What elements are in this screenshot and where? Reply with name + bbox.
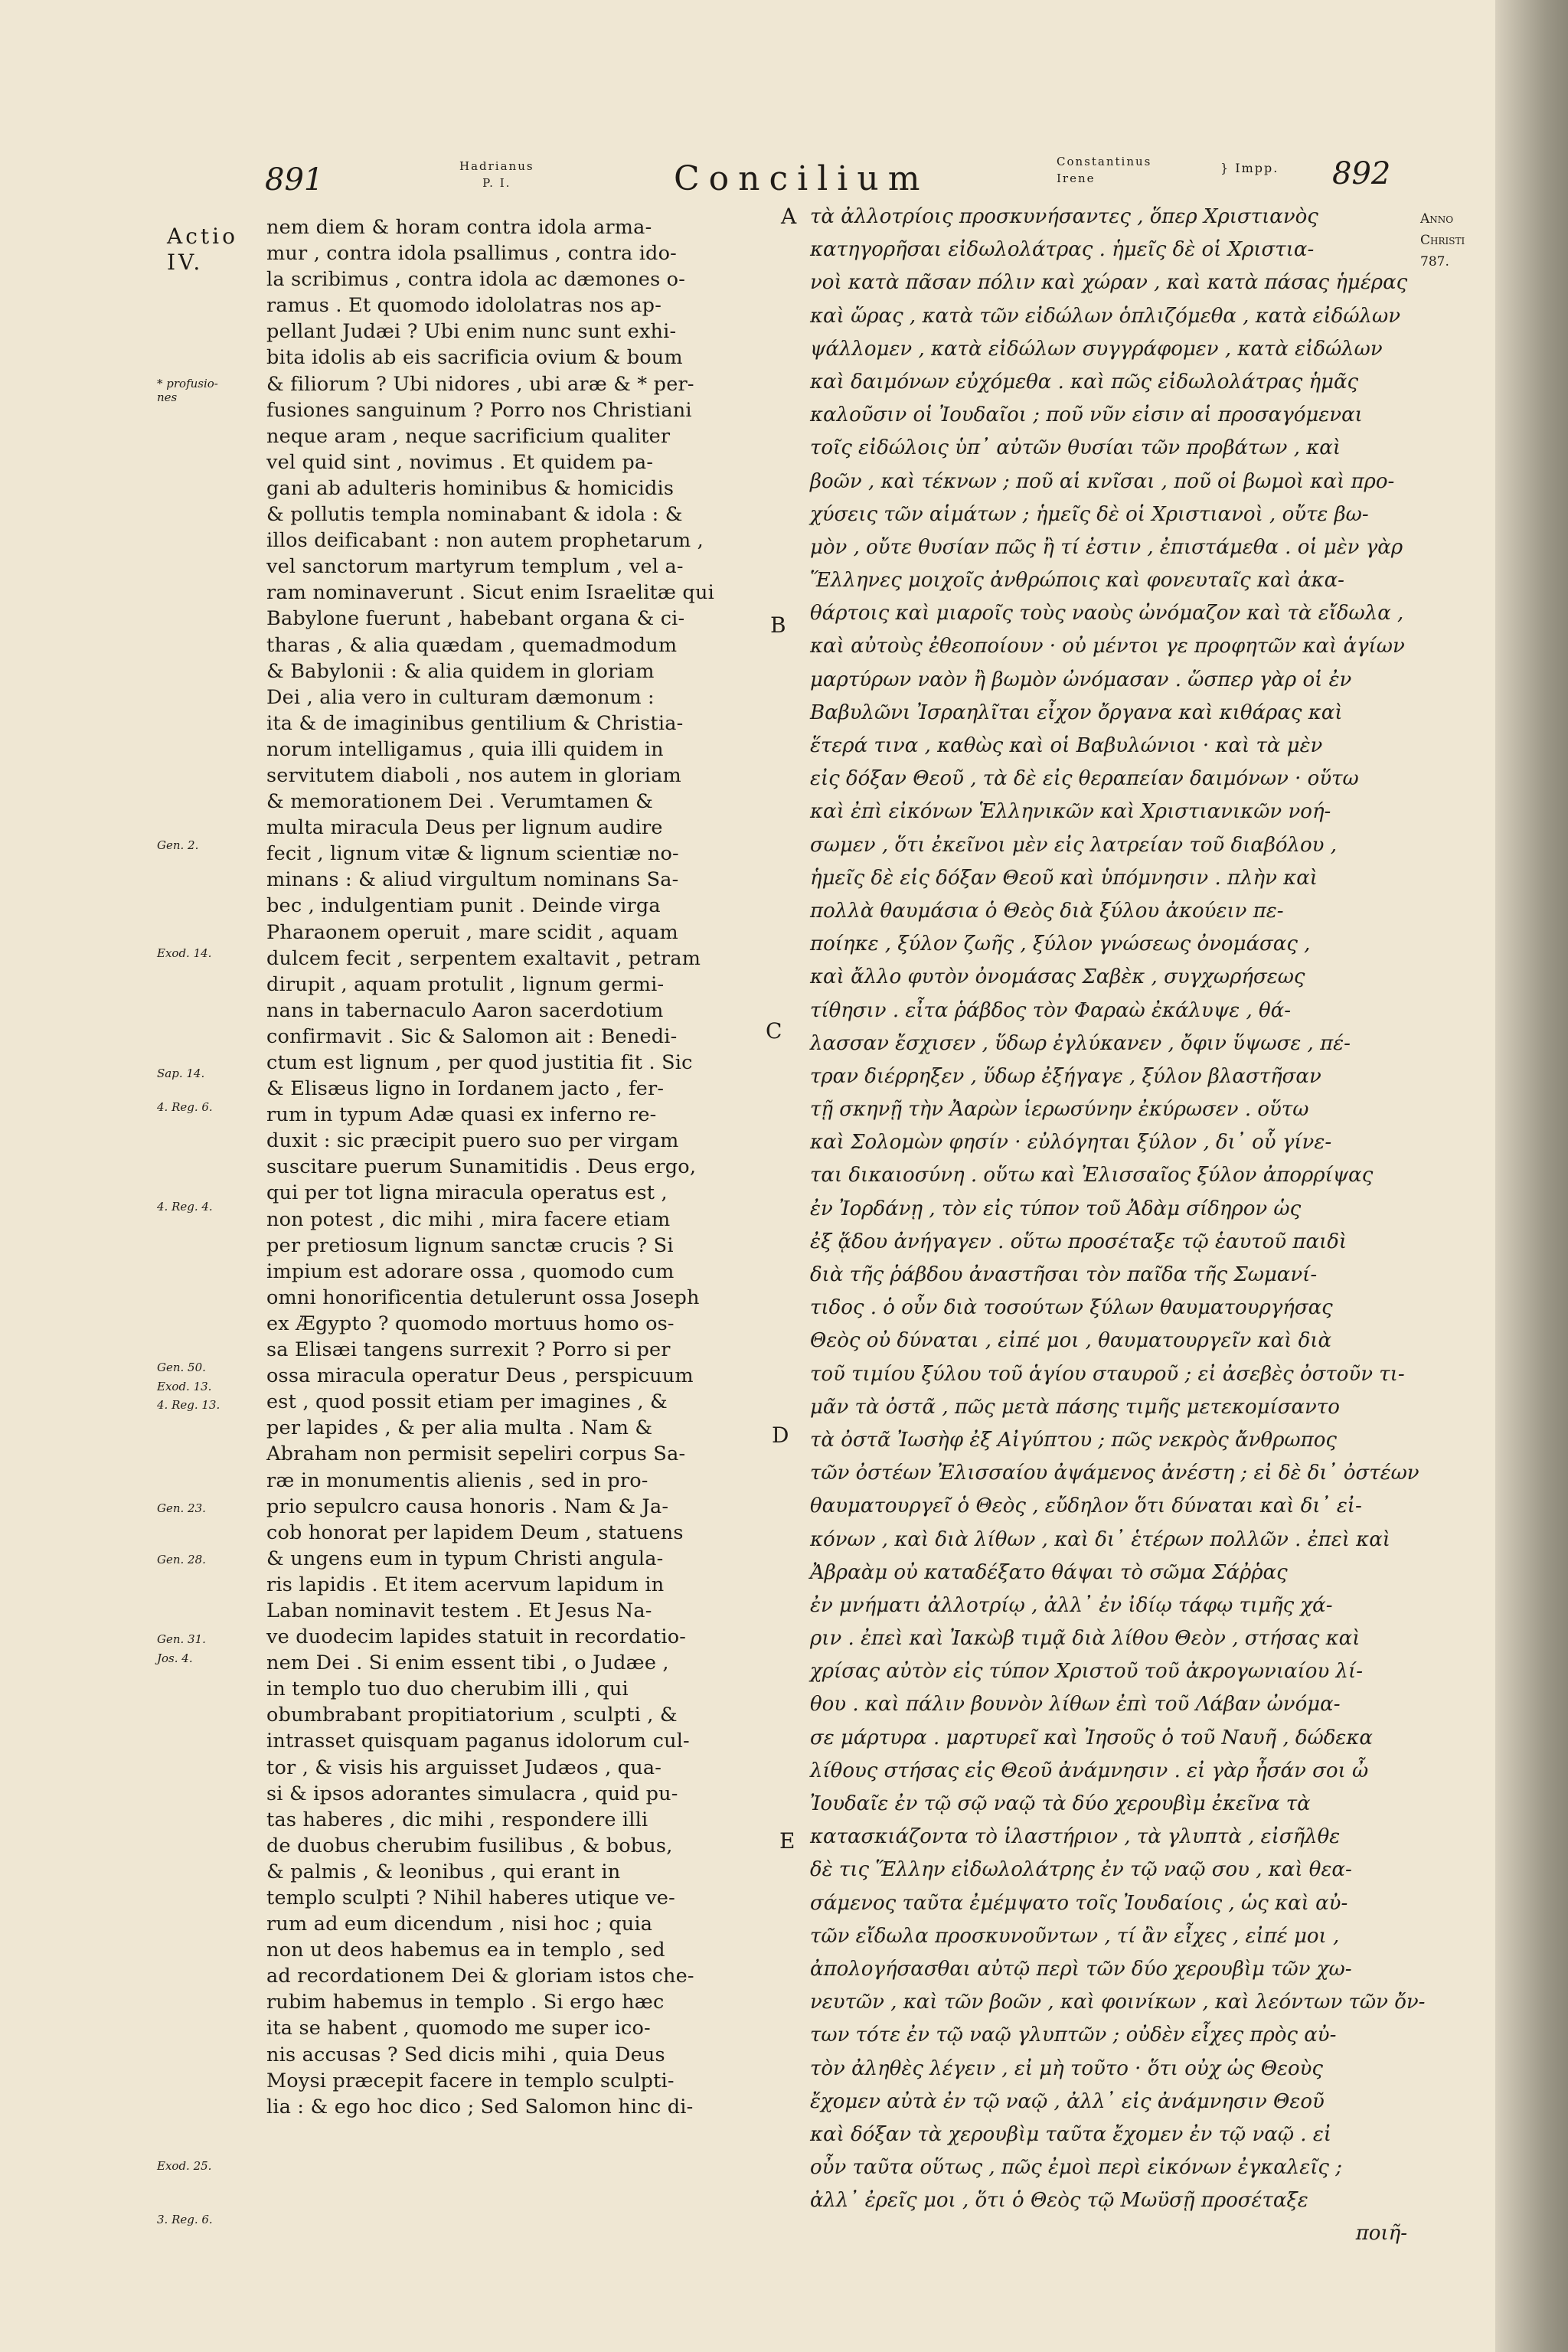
greek-text-line: Ἀβραὰμ οὐ καταδέξατο θάψαι τὸ σῶμα Σάῤῥας: [810, 1560, 1288, 1584]
greek-text-line: λίθους στήσας εἰς Θεοῦ ἀνάμνησιν . εἰ γὰρ ἦσάν σοι ὦ: [810, 1759, 1369, 1782]
latin-text-line: nis accusas ? Sed dicis mihi , quia Deus: [266, 2043, 665, 2066]
latin-text-line: gani ab adulteris hominibus & homicidis: [266, 476, 675, 500]
greek-text-line: ἀπολογήσασθαι αὐτῷ περὶ τῶν δύο χερουβὶμ τῶν χω-: [810, 1957, 1352, 1981]
section-letter-a: A: [781, 204, 797, 229]
latin-text-line: dirupit , aquam protulit , lignum germi-: [266, 972, 665, 996]
greek-text-line: τοῦ τιμίου ξύλου τοῦ ἁγίου σταυροῦ ; εἰ ἀσεβὲς ὀστοῦν τι-: [810, 1362, 1405, 1386]
greek-text-line: τῇ σκηνῇ τὴν Ἀαρὼν ἱερωσύνην ἐκύρωσεν . οὕτω: [810, 1098, 1309, 1122]
greek-text-line: καὶ ὥρας , κατὰ τῶν εἰδώλων ὁπλιζόμεθα , κατὰ εἰδώλων: [810, 304, 1400, 328]
latin-text-line: ramus . Et quomodo idololatras nos ap-: [266, 294, 662, 318]
greek-text-line: σωμεν , ὅτι ἐκεῖνοι μὲν εἰς λατρείαν τοῦ διαβόλου ,: [810, 833, 1337, 857]
greek-text-line: μᾶν τὰ ὀστᾶ , πῶς μετὰ πάσης τιμῆς μετεκομίσαντο: [810, 1395, 1340, 1419]
greek-text-line: ἕτερά τινα , καθὼς καὶ οἱ Βαβυλώνιοι · καὶ τὰ μὲν: [810, 734, 1323, 757]
latin-text-line: nem Dei . Si enim essent tibi , o Judæe ,: [266, 1651, 669, 1675]
latin-text-line: multa miracula Deus per lignum audire: [266, 816, 663, 840]
greek-text-line: ἐν Ἰορδάνῃ , τὸν εἰς τύπον τοῦ Ἀδὰμ σίδηρον ὡς: [810, 1197, 1302, 1220]
section-letter-c: C: [766, 1018, 782, 1044]
greek-text-line: τραν διέρρηξεν , ὕδωρ ἐξήγαγε , ξύλον βλαστῆσαν: [810, 1064, 1321, 1088]
greek-text-line: καὶ ἄλλο φυτὸν ὀνομάσας Σαβὲκ , συγχωρήσεως: [810, 965, 1305, 989]
greek-text-line: τὰ ἀλλοτρίοις προσκυνήσαντες , ὅπερ Χριστιανὸς: [810, 205, 1318, 228]
running-title: Concilium: [674, 159, 929, 198]
section-letter-e: E: [779, 1828, 795, 1854]
greek-text-line: Βαβυλῶνι Ἰσραηλῖται εἶχον ὄργανα καὶ κιθάρας καὶ: [810, 701, 1343, 724]
latin-text-line: bita idolis ab eis sacrificia ovium & boum: [266, 346, 683, 370]
latin-text-line: norum intelligamus , quia illi quidem in: [266, 737, 664, 761]
latin-text-line: ræ in monumentis alienis , sed in pro-: [266, 1468, 648, 1492]
latin-text-line: ita se habent , quomodo me super ico-: [266, 2017, 651, 2040]
greek-text-line: χρίσας αὐτὸν εἰς τύπον Χριστοῦ τοῦ ἀκρογωνιαίου λί-: [810, 1660, 1363, 1684]
latin-text-line: & filiorum ? Ubi nidores , ubi aræ & * per-: [266, 372, 694, 396]
greek-text-line: καὶ ἐπὶ εἰκόνων Ἑλληνικῶν καὶ Χριστιανικῶν νοή-: [810, 800, 1331, 824]
latin-text-line: la scribimus , contra idola ac dæmones o-: [266, 268, 686, 292]
latin-text-line: sa Elisæi tangens surrexit ? Porro si per: [266, 1338, 671, 1362]
greek-text-line: θάρτοις καὶ μιαροῖς τοὺς ναοὺς ὠνόμαζον καὶ τὰ εἴδωλα ,: [810, 602, 1404, 626]
latin-text-line: suscitare puerum Sunamitidis . Deus ergo,: [266, 1155, 697, 1179]
latin-text-line: illos deificabant : non autem prophetarum ,: [266, 529, 704, 553]
latin-text-line: non potest , dic mihi , mira facere etiam: [266, 1207, 671, 1231]
header-right-note: Constantinus Irene: [1057, 155, 1152, 185]
latin-text-line: qui per tot ligna miracula operatus est ,: [266, 1181, 668, 1205]
anno-christi-note: Anno Christi 787.: [1420, 211, 1465, 270]
latin-text-line: Dei , alia vero in culturam dæmonum :: [266, 685, 655, 709]
greek-text-line: νοὶ κατὰ πᾶσαν πόλιν καὶ χώραν , καὶ κατὰ πάσας ἡμέρας: [810, 271, 1408, 295]
latin-text-line: & Babylonii : & alia quidem in gloriam: [266, 659, 655, 683]
header-impp: } Impp.: [1220, 161, 1279, 175]
greek-text-line: καλοῦσιν οἱ Ἰουδαῖοι ; ποῦ νῦν εἰσιν αἱ προσαγόμεναι: [810, 403, 1363, 427]
greek-text-line: μαρτύρων ναὸν ἢ βωμὸν ὠνόμασαν . ὥσπερ γὰρ οἱ ἐν: [810, 668, 1352, 691]
greek-text-line: ψάλλομεν , κατὰ εἰδώλων συγγράφομεν , κατὰ εἰδώλων: [810, 337, 1383, 361]
latin-text-line: & Elisæus ligno in Iordanem jacto , fer-: [266, 1077, 665, 1101]
latin-text-line: dulcem fecit , serpentem exaltavit , petram: [266, 946, 701, 970]
greek-text-line: ποίηκε , ξύλον ζωῆς , ξύλον γνώσεως ὀνομάσας ,: [810, 933, 1311, 956]
latin-text-line: ve duodecim lapides statuit in recordatio-: [266, 1625, 687, 1649]
latin-text-line: cob honorat per lapidem Deum , statuens: [266, 1521, 684, 1544]
greek-text-line: τοῖς εἰδώλοις ὑπ᾽ αὐτῶν θυσίαι τῶν προβάτων , καὶ: [810, 436, 1341, 460]
latin-text-line: ris lapidis . Et item acervum lapidum in: [266, 1573, 665, 1596]
greek-text-line: ται δικαιοσύνη . οὕτω καὶ Ἐλισσαῖος ξύλον ἀπορρίψας: [810, 1164, 1374, 1187]
latin-text-line: Laban nominavit testem . Et Jesus Na-: [266, 1599, 652, 1622]
latin-text-line: Abraham non permisit sepeliri corpus Sa-: [266, 1442, 686, 1466]
greek-text-line: θαυματουργεῖ ὁ Θεὸς , εὔδηλον ὅτι δύναται καὶ δι᾽ εἰ-: [810, 1494, 1362, 1518]
greek-text-line: καὶ αὐτοὺς ἐθεοποίουν · οὐ μέντοι γε προφητῶν καὶ ἁγίων: [810, 635, 1405, 658]
greek-text-line: κατηγορῆσαι εἰδωλολάτρας . ἡμεῖς δὲ οἱ Χριστια-: [810, 238, 1315, 262]
section-letter-d: D: [772, 1423, 789, 1448]
latin-text-line: tharas , & alia quædam , quemadmodum: [266, 633, 678, 657]
margin-note-gen28: Gen. 28.: [157, 1553, 206, 1566]
margin-note-sap14: Sap. 14.: [157, 1067, 205, 1080]
greek-text-line: μὸν , οὔτε θυσίαν πῶς ἢ τί ἐστιν , ἐπιστάμεθα . οἱ μὲν γὰρ: [810, 535, 1403, 559]
latin-text-line: rum ad eum dicendum , nisi hoc ; quia: [266, 1913, 653, 1936]
page-number-right: 892: [1332, 156, 1391, 191]
greek-catchword: ποιῆ-: [1355, 2222, 1407, 2246]
latin-text-line: neque aram , neque sacrificium qualiter: [266, 424, 671, 448]
latin-text-line: fusiones sanguinum ? Porro nos Christiani: [266, 398, 692, 422]
latin-text-line: vel quid sint , novimus . Et quidem pa-: [266, 450, 654, 474]
latin-text-line: non ut deos habemus ea in templo , sed: [266, 1939, 665, 1962]
greek-text-line: ἡμεῖς δὲ εἰς δόξαν Θεοῦ καὶ ὑπόμνησιν . πλὴν καὶ: [810, 866, 1318, 890]
margin-note-exod25: Exod. 25.: [157, 2159, 212, 2173]
latin-text-line: tor , & visis his arguisset Judæos , qua-: [266, 1756, 662, 1779]
latin-text-line: ex Ægypto ? quomodo mortuus homo os-: [266, 1312, 675, 1335]
latin-text-line: servitutem diaboli , nos autem in gloriam: [266, 763, 681, 787]
greek-text-line: κόνων , καὶ διὰ λίθων , καὶ δι᾽ ἑτέρων πολλῶν . ἐπεὶ καὶ: [810, 1527, 1390, 1551]
latin-text-line: prio sepulcro causa honoris . Nam & Ja-: [266, 1494, 669, 1518]
greek-text-line: Ἰουδαῖε ἐν τῷ σῷ ναῷ τὰ δύο χερουβὶμ ἐκεῖνα τὰ: [810, 1792, 1311, 1815]
greek-text-line: ἐξ ᾅδου ἀνήγαγεν . οὕτω προσέταξε τῷ ἑαυτοῦ παιδὶ: [810, 1230, 1348, 1253]
margin-note-gen50: Gen. 50.: [157, 1361, 206, 1374]
page-number-left: 891: [265, 162, 324, 198]
greek-text-line: τὰ ὀστᾶ Ἰωσὴφ ἐξ Αἰγύπτου ; πῶς νεκρὸς ἄνθρωπος: [810, 1428, 1337, 1452]
greek-text-line: νευτῶν , καὶ τῶν βοῶν , καὶ φοινίκων , καὶ λεόντων τῶν ὄν-: [810, 1991, 1426, 2014]
greek-text-line: βοῶν , καὶ τέκνων ; ποῦ αἱ κνῖσαι , ποῦ οἱ βωμοὶ καὶ προ-: [810, 469, 1395, 493]
margin-note-gen23: Gen. 23.: [157, 1501, 206, 1515]
latin-text-line: Pharaonem operuit , mare scidit , aquam: [266, 920, 678, 944]
latin-text-line: omni honorificentia detulerunt ossa Joseph: [266, 1285, 700, 1309]
latin-text-line: bec , indulgentiam punit . Deinde virga: [266, 894, 661, 918]
latin-text-line: minans : & aliud virgultum nominans Sa-: [266, 868, 679, 892]
latin-text-line: rubim habemus in templo . Si ergo hæc: [266, 1991, 665, 2014]
margin-note-jos4: Jos. 4.: [157, 1651, 193, 1665]
margin-note-gen2: Gen. 2.: [157, 838, 199, 852]
latin-text-line: Moysi præcepit facere in templo sculpti-: [266, 2069, 675, 2092]
greek-text-line: καὶ δόξαν τὰ χερουβὶμ ταῦτα ἔχομεν ἐν τῷ ναῷ . εἰ: [810, 2122, 1331, 2146]
latin-text-line: vel sanctorum martyrum templum , vel a-: [266, 555, 684, 579]
actio-heading: Actio IV.: [167, 224, 238, 275]
margin-note-reg3-6: 3. Reg. 6.: [157, 2213, 213, 2226]
greek-text-line: διὰ τῆς ῥάβδου ἀναστῆσαι τὸν παῖδα τῆς Σωμανί-: [810, 1263, 1318, 1286]
latin-text-line: tas haberes , dic mihi , respondere illi: [266, 1808, 648, 1831]
latin-text-line: & ungens eum in typum Christi angula-: [266, 1547, 664, 1570]
greek-text-line: σάμενος ταῦτα ἐμέμψατο τοῖς Ἰουδαίοις , ὡς καὶ αὐ-: [810, 1891, 1348, 1915]
latin-text-line: confirmavit . Sic & Salomon ait : Benedi-: [266, 1024, 678, 1048]
greek-text-line: χύσεις τῶν αἱμάτων ; ἡμεῖς δὲ οἱ Χριστιανοὶ , οὔτε βω-: [810, 502, 1369, 526]
latin-text-line: est , quod possit etiam per imagines , &: [266, 1390, 668, 1414]
latin-text-line: si & ipsos adorantes simulacra , quid pu-: [266, 1782, 678, 1805]
greek-text-line: καὶ Σολομὼν φησίν · εὐλόγηται ξύλον , δι᾽ οὗ γίνε-: [810, 1131, 1332, 1155]
greek-text-line: κατασκιάζοντα τὸ ἱλαστήριον , τὰ γλυπτὰ , εἰσῆλθε: [810, 1825, 1341, 1849]
margin-note-reg13: 4. Reg. 13.: [157, 1398, 220, 1412]
latin-text-line: Babylone fuerunt , habebant organa & ci-: [266, 607, 685, 631]
greek-text-line: ἀλλ᾽ ἐρεῖς μοι , ὅτι ὁ Θεὸς τῷ Μωϋσῇ προσέταξε: [810, 2189, 1308, 2213]
latin-text-line: ad recordationem Dei & gloriam istos che-: [266, 1965, 694, 1988]
greek-text-line: των τότε ἐν τῷ ναῷ γλυπτῶν ; οὐδὲν εἶχες πρὸς αὐ-: [810, 2024, 1337, 2047]
greek-text-line: οὖν ταῦτα οὕτως , πῶς ἐμοὶ περὶ εἰκόνων ἐγκαλεῖς ;: [810, 2156, 1342, 2180]
latin-text-line: intrasset quisquam paganus idolorum cul-: [266, 1730, 690, 1753]
greek-text-line: τῶν ὀστέων Ἐλισσαίου ἀψάμενος ἀνέστη ; εἰ δὲ δι᾽ ὀστέων: [810, 1462, 1419, 1485]
greek-text-line: Θεὸς οὐ δύναται , εἰπέ μοι , θαυματουργεῖν καὶ διὰ: [810, 1329, 1332, 1353]
greek-text-line: εἰς δόξαν Θεοῦ , τὰ δὲ εἰς θεραπείαν δαιμόνων · οὕτω: [810, 767, 1359, 791]
section-letter-b: B: [770, 612, 786, 638]
greek-text-line: ἔχομεν αὐτὰ ἐν τῷ ναῷ , ἀλλ᾽ εἰς ἀνάμνησιν Θεοῦ: [810, 2089, 1325, 2113]
header-left-note: Hadrianus P. I.: [459, 159, 534, 190]
margin-note-gen31: Gen. 31.: [157, 1632, 206, 1646]
latin-text-line: duxit : sic præcipit puero suo per virgam: [266, 1129, 679, 1153]
latin-column: [266, 214, 764, 2120]
greek-text-line: ριν . ἐπεὶ καὶ Ἰακὼβ τιμᾷ διὰ λίθου Θεὸν , στήσας καὶ: [810, 1627, 1361, 1651]
greek-text-line: τὸν ἀληθὲς λέγειν , εἰ μὴ τοῦτο · ὅτι οὐχ ὡς Θεοὺς: [810, 2056, 1323, 2080]
greek-column: [810, 201, 1426, 2251]
latin-text-line: lia : & ego hoc dico ; Sed Salomon hinc di-: [266, 2095, 694, 2118]
page-header: [0, 153, 1493, 207]
latin-text-line: pellant Judæi ? Ubi enim nunc sunt exhi-: [266, 320, 677, 344]
greek-text-line: τῶν εἴδωλα προσκυνοῦντων , τί ἂν εἶχες , εἰπέ μοι ,: [810, 1924, 1340, 1948]
greek-text-line: λασσαν ἔσχισεν , ὕδωρ ἐγλύκανεν , ὄφιν ὕψωσε , πέ-: [810, 1031, 1351, 1055]
greek-text-line: ἐν μνήματι ἀλλοτρίῳ , ἀλλ᾽ ἐν ἰδίῳ τάφῳ τιμῆς χά-: [810, 1593, 1333, 1617]
margin-note-profusiones: * profusio- nes: [157, 377, 218, 404]
latin-text-line: ita & de imaginibus gentilium & Christia-: [266, 711, 684, 735]
margin-note-exod14: Exod. 14.: [157, 946, 212, 960]
latin-text-line: nem diem & horam contra idola arma-: [266, 216, 652, 239]
greek-text-line: δὲ τις Ἕλλην εἰδωλολάτρης ἐν τῷ ναῷ σου , καὶ θεα-: [810, 1858, 1352, 1882]
latin-text-line: per lapides , & per alia multa . Nam &: [266, 1416, 653, 1440]
latin-text-line: ram nominaverunt . Sicut enim Israelitæ qui: [266, 581, 714, 605]
greek-text-line: σε μάρτυρα . μαρτυρεῖ καὶ Ἰησοῦς ὁ τοῦ Ναυῆ , δώδεκα: [810, 1726, 1373, 1749]
latin-text-line: & pollutis templa nominabant & idola : &: [266, 503, 683, 527]
margin-note-reg6: 4. Reg. 6.: [157, 1100, 213, 1114]
latin-text-line: & memorationem Dei . Verumtamen &: [266, 790, 654, 814]
margin-note-reg4: 4. Reg. 4.: [157, 1200, 213, 1214]
greek-text-line: πολλὰ θαυμάσια ὁ Θεὸς διὰ ξύλου ἀκούειν πε-: [810, 899, 1284, 923]
greek-text-line: τιδος . ὁ οὖν διὰ τοσούτων ξύλων θαυματουργήσας: [810, 1296, 1333, 1320]
latin-text-line: mur , contra idola psallimus , contra ido-: [266, 242, 677, 266]
latin-text-line: impium est adorare ossa , quomodo cum: [266, 1259, 675, 1283]
latin-text-line: in templo tuo duo cherubim illi , qui: [266, 1677, 629, 1701]
latin-text-line: & palmis , & leonibus , qui erant in: [266, 1860, 621, 1883]
greek-text-line: Ἕλληνες μοιχοῖς ἀνθρώποις καὶ φονευταῖς καὶ ἀκα-: [810, 569, 1344, 593]
greek-text-line: τίθησιν . εἶτα ῥάβδος τὸν Φαραὼ ἐκάλυψε , θά-: [810, 998, 1291, 1022]
latin-text-line: nans in tabernaculo Aaron sacerdotium: [266, 998, 664, 1022]
adjacent-page-edge: [1495, 0, 1568, 2352]
latin-text-line: per pretiosum lignum sanctæ crucis ? Si: [266, 1233, 674, 1257]
latin-text-line: ossa miracula operatur Deus , perspicuum: [266, 1364, 694, 1388]
latin-text-line: rum in typum Adæ quasi ex inferno re-: [266, 1103, 657, 1127]
latin-text-line: de duobus cherubim fusilibus , & bobus,: [266, 1834, 673, 1857]
greek-text-line: θου . καὶ πάλιν βουνὸν λίθων ἐπὶ τοῦ Λάβαν ὠνόμα-: [810, 1693, 1341, 1717]
latin-text-line: obumbrabant propitiatorium , sculpti , &: [266, 1704, 678, 1727]
latin-text-line: templo sculpti ? Nihil haberes utique ve-: [266, 1886, 675, 1909]
latin-text-line: ctum est lignum , per quod justitia fit . Sic: [266, 1051, 693, 1074]
margin-note-exod13: Exod. 13.: [157, 1380, 212, 1393]
latin-text-line: fecit , lignum vitæ & lignum scientiæ no-: [266, 842, 679, 866]
greek-text-line: καὶ δαιμόνων εὐχόμεθα . καὶ πῶς εἰδωλολάτρας ἡμᾶς: [810, 370, 1359, 394]
